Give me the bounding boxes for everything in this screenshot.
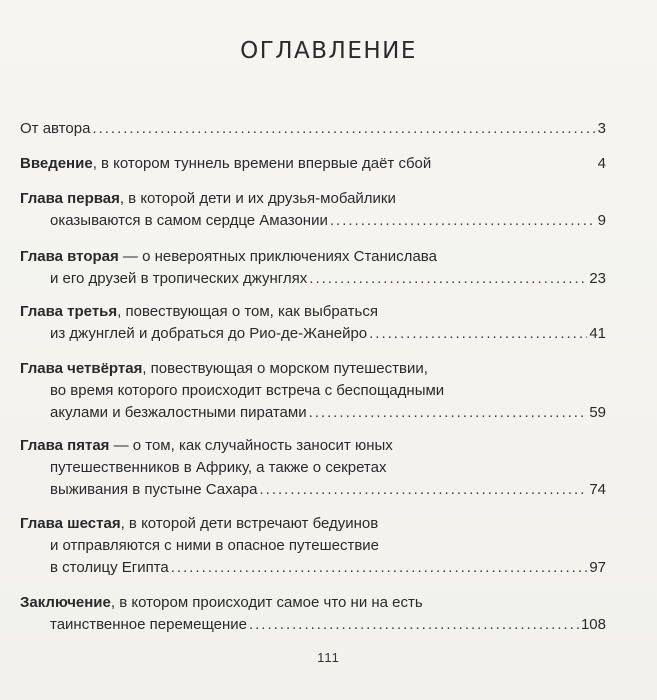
toc-entry-text: и его друзей в тропических джунглях — [50, 270, 308, 287]
toc-entry-chapter-5 — [20, 435, 606, 501]
toc-entry-text: , в котором туннель времени впервые даёт сбой — [92, 155, 432, 172]
toc-entry-line — [20, 592, 606, 614]
toc-entry-text: в столицу Египта — [50, 559, 169, 576]
toc-page-number: 108 — [580, 616, 606, 633]
toc-entry-line — [20, 323, 606, 345]
toc-entry-introduction — [20, 153, 606, 175]
toc-entry-line — [20, 557, 606, 579]
page-number-footer: 111 — [317, 650, 340, 665]
toc-entry-line — [20, 479, 606, 501]
dot-leader — [249, 614, 579, 636]
toc-entry-text: , в которой дети и их друзья-мобайлики — [119, 190, 396, 207]
page-title: ОГЛАВЛЕНИЕ — [240, 38, 417, 64]
toc-entry-text: , в которой дети встречают бедуинов — [120, 515, 379, 532]
dot-leader — [309, 268, 587, 290]
toc-entry-line: и отправляются с ними в опасное путешествие — [50, 537, 380, 554]
toc-page-number: 97 — [589, 559, 606, 576]
toc-entry-heading: Глава четвёртая — [20, 360, 143, 377]
toc-entry-chapter-2 — [20, 246, 606, 290]
toc-entry-line — [20, 153, 606, 175]
toc-entry-line — [20, 513, 606, 535]
toc-entry-line: во время которого происходит встреча с беспощадными — [50, 382, 445, 399]
toc-page-number: 23 — [589, 270, 606, 287]
toc-entry-line — [20, 188, 606, 210]
toc-entry-text: выживания в пустыне Сахара — [50, 481, 258, 498]
toc-entry-line — [20, 358, 606, 380]
toc-page-number: 4 — [597, 155, 606, 172]
toc-entry-line — [20, 614, 606, 636]
dot-leader — [369, 323, 587, 345]
toc-entry-text: таинственное перемещение — [50, 616, 247, 633]
toc-entry-line — [20, 118, 606, 140]
toc-entry-text: — о том, как случайность заносит юных — [109, 437, 393, 454]
toc-entry-text: — о невероятных приключениях Станислава — [118, 248, 437, 265]
toc-entry-chapter-3 — [20, 301, 606, 345]
toc-entry-text: , повествующая о том, как выбраться — [117, 303, 378, 320]
toc-entry-chapter-6 — [20, 513, 606, 579]
toc-entry-text: из джунглей и добраться до Рио-де-Жанейро — [50, 325, 368, 342]
toc-entry-text: , в котором происходит самое что ни на есть — [110, 594, 423, 611]
toc-entry-chapter-1 — [20, 188, 606, 232]
toc-entry-line — [20, 435, 606, 457]
toc-entry-conclusion — [20, 592, 606, 636]
toc-entry-text: От автора — [20, 120, 91, 137]
dot-leader — [171, 557, 588, 579]
toc-entry-line — [20, 210, 606, 232]
toc-entry-line — [20, 268, 606, 290]
toc-page-number: 59 — [589, 404, 606, 421]
toc-page-number: 74 — [589, 481, 606, 498]
toc-entry-heading: Глава пятая — [20, 437, 110, 454]
toc-entry-line — [20, 246, 606, 268]
dot-leader — [309, 402, 588, 424]
toc-page-number: 41 — [589, 325, 606, 342]
toc-entry-chapter-4 — [20, 358, 606, 424]
toc-entry-line — [20, 301, 606, 323]
dot-leader — [330, 210, 596, 232]
toc-entry-heading: Глава вторая — [20, 248, 119, 265]
toc-entry-heading: Глава третья — [20, 303, 118, 320]
toc-entry-heading: Заключение — [20, 594, 111, 611]
toc-entry-line: путешественников в Африку, а также о секретах — [50, 459, 387, 476]
toc-entry-text: , повествующая о морском путешествии, — [142, 360, 428, 377]
dot-leader — [260, 479, 588, 501]
toc-entry-heading: Глава первая — [20, 190, 120, 207]
toc-entry-heading: Глава шестая — [20, 515, 121, 532]
toc-page-number: 3 — [597, 120, 606, 137]
toc-entry-heading: Введение — [20, 155, 93, 172]
toc-page-number: 9 — [597, 212, 606, 229]
toc-entry-text: акулами и безжалостными пиратами — [50, 404, 307, 421]
toc-entry-preface — [20, 118, 606, 140]
toc-entry-text: оказываются в самом сердце Амазонии — [50, 212, 328, 229]
toc-entry-line — [20, 402, 606, 424]
dot-leader — [92, 118, 595, 140]
